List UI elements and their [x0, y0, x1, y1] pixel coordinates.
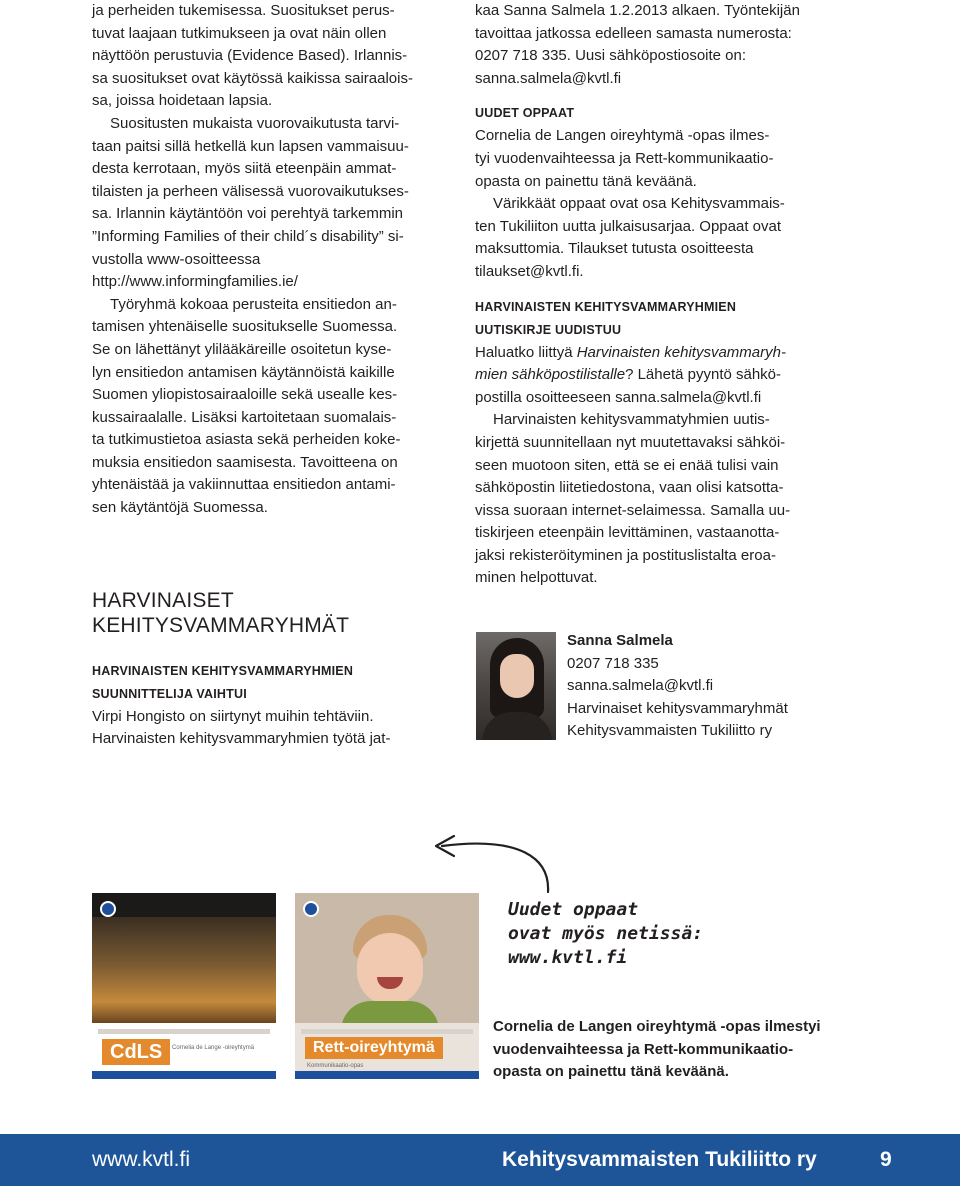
cover-subtitle: Cornelia de Lange -oireyhtymä	[172, 1045, 255, 1051]
subheading-planner-changed: HARVINAISTEN KEHITYSVAMMARYHMIEN SUUNNITTELIJA VAIHTUI	[92, 663, 354, 701]
cover-photo	[92, 917, 276, 1023]
rett-guide-cover	[295, 893, 479, 1079]
kvtl-link[interactable]: www.kvtl.fi	[508, 947, 628, 968]
footer-organization: Kehitysvammaisten Tukiliitto ry	[502, 1148, 817, 1171]
subheading-newsletter: HARVINAISTEN KEHITYSVAMMARYHMIEN UUTISKIRJE UUDISTUU	[475, 299, 737, 337]
contact-photo	[476, 632, 556, 740]
contact-phone: 0207 718 335	[567, 654, 659, 672]
cover-badge: CdLS	[102, 1039, 170, 1065]
informingfamilies-link[interactable]: http://www.informingfamilies.ie/	[92, 273, 298, 291]
page-footer	[0, 1134, 960, 1186]
paragraph-guide-series: Värikkäät oppaat ovat osa Kehitysvammais- ten Tukiliiton uutta julkaisusarjaa. Oppaat ovat maksuttomia. Tilaukset tutusta osoitteesta tilaukset@kvtl.fi.	[475, 195, 785, 280]
contact-email[interactable]: sanna.salmela@kvtl.fi	[567, 677, 714, 695]
logo-icon	[100, 901, 116, 917]
orders-email-link[interactable]: tilaukset@kvtl.fi.	[475, 262, 584, 280]
paragraph-working-group: Työryhmä kokoaa perusteita ensitiedon an- tamisen yhtenäiselle suositukselle Suomessa. Se on lähettänyt ylilääkäreille osoitetun kyse- lyn ensitiedon antamisen käytännöistä kaikille Suomen yliopistosairaaloille sekä usealle kes- kussairaalalle. Lisäksi kartoitetaan suomalais- ta tutkimustietoa asiasta sekä perheiden koke- muksia ensitiedon saamisesta. Tavoitteena on yhtenäistää ja vakiinnuttaa ensitiedon antami- sen käytäntöjä Suomessa.	[92, 295, 401, 517]
paragraph-intro: ja perheiden tukemisessa. Suositukset perus- tuvat laajaan tutkimukseen ja ovat näin ollen näyttöön perustuvia (Evidence Based). Irlannis- sa suositukset ovat käytössä kaikissa sairaalois- sa, joissa hoidetaan lapsia.	[92, 2, 413, 110]
section-title: HARVINAISET KEHITYSVAMMARYHMÄT	[92, 588, 350, 637]
footer-url[interactable]: www.kvtl.fi	[92, 1148, 191, 1171]
paragraph-planner: Virpi Hongisto on siirtynyt muihin tehtäviin. Harvinaisten kehitysvammaryhmien työtä jat-	[92, 707, 391, 748]
paragraph-new-guides: Cornelia de Langen oireyhtymä -opas ilmes- tyi vuodenvaihteessa ja Rett-kommunikaatio- opasta on painettu tänä keväänä.	[475, 127, 774, 190]
cover-badge: Rett-oireyhtymä	[305, 1037, 443, 1059]
contact-name: Sanna Salmela	[567, 632, 673, 649]
image-caption: Cornelia de Langen oireyhtymä -opas ilmestyi vuodenvaihteessa ja Rett-kommunikaatio- opasta on painettu tänä keväänä.	[493, 1018, 821, 1081]
curved-arrow-icon	[430, 818, 570, 898]
paragraph-newsletter-renewal: Harvinaisten kehitysvammatyhmien uutis- kirjettä suunnitellaan nyt muutettavaksi sähköi- seen muotoon siten, että se ei enää tulisi vain sähköpostin liitetiedostona, vaan olisi katsotta- vissa suoraan internet-selaimessa. Samalla uu- tiskirjeen eteenpäin levittäminen, vastaanotta- jaksi rekisteröityminen ja postituslistalta eroa- minen helpottuvat.	[475, 411, 791, 587]
paragraph-contact-continued: kaa Sanna Salmela 1.2.2013 alkaen. Työntekijän tavoittaa jatkossa edelleen samasta numerosta: 0207 718 335. Uusi sähköpostiosoite on: sanna.salmela@kvtl.fi	[475, 2, 800, 87]
cover-photo	[335, 911, 445, 1023]
contact-organization: Kehitysvammaisten Tukiliitto ry	[567, 722, 773, 740]
cover-subtitle: Kommunikaatio-opas	[307, 1063, 364, 1069]
logo-icon	[303, 901, 319, 917]
subheading-new-guides: UUDET OPPAAT	[475, 106, 575, 121]
paragraph-recommendations: Suositusten mukaista vuorovaikutusta tarvi- taan paitsi sillä hetkellä kun lapsen vammaisuu- desta kerrotaan, myös siitä eteenpäin ammat- tilaisten ja perheen välisessä vuorovaikutukses- sa. Irlannin käytäntöön voi perehtyä tarkemmin ”Informing Families of their child´s disability” si- vustolla www-osoitteessa http://www.informingfamilies.ie/	[92, 114, 409, 291]
paragraph-newsletter-join: Haluatko liittyä Harvinaisten kehitysvammaryh- mien sähköpostilistalle? Lähetä pyyntö sähkö- postilla osoitteeseen sanna.salmela@kvtl.fi	[475, 343, 786, 406]
email-link[interactable]: sanna.salmela@kvtl.fi	[475, 69, 622, 87]
contact-role: Harvinaiset kehitysvammaryhmät	[567, 699, 788, 717]
cdls-guide-cover	[92, 893, 276, 1079]
page-number: 9	[880, 1148, 892, 1171]
contact-card	[567, 630, 867, 743]
left-column	[92, 0, 442, 751]
right-column	[475, 0, 825, 590]
handwritten-note: Uudet oppaat ovat myös netissä: www.kvtl.fi	[508, 898, 768, 970]
